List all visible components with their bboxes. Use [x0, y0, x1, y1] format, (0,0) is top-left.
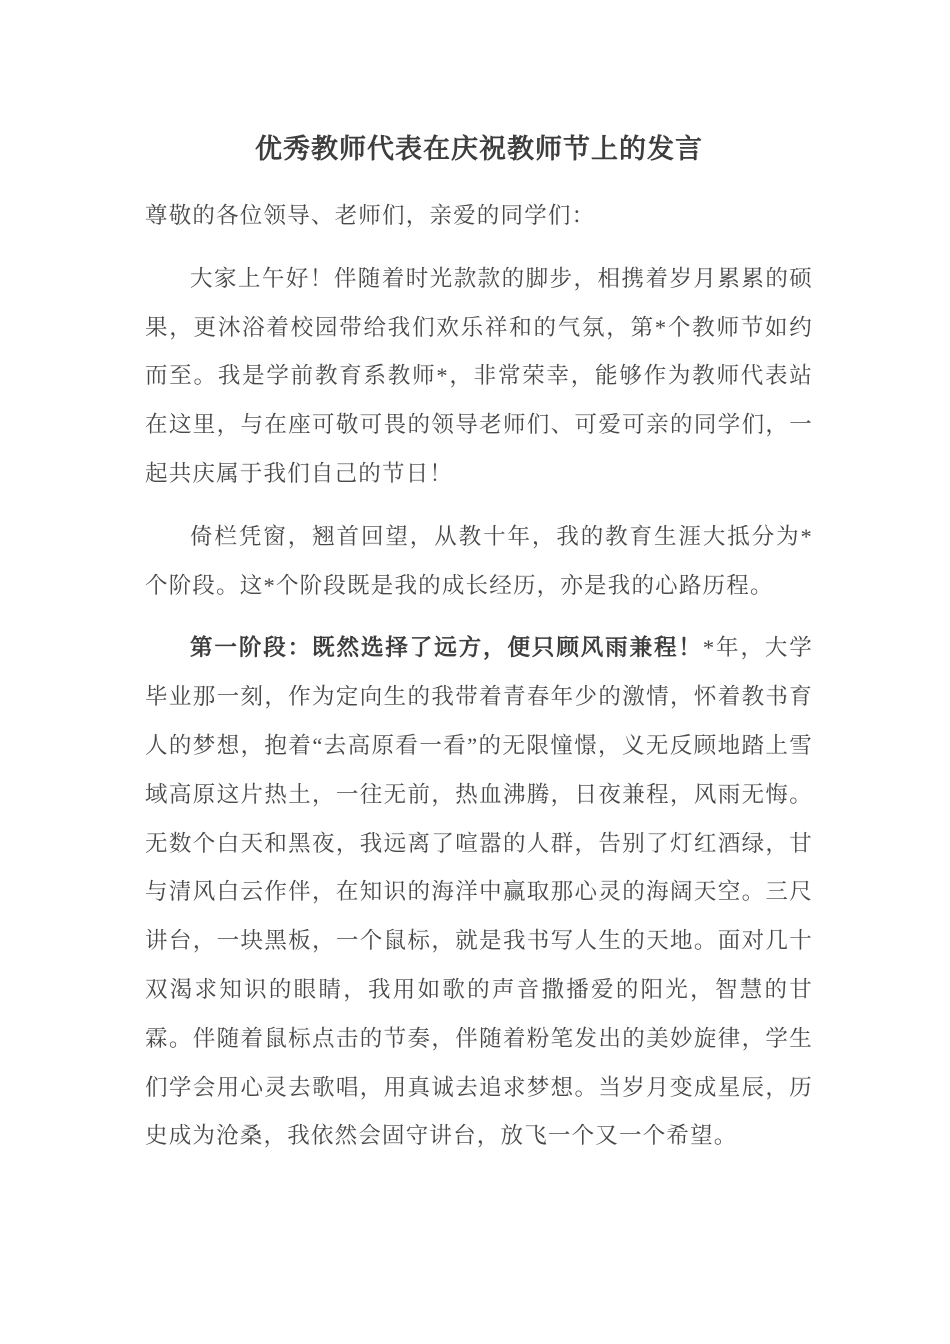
document-title: 优秀教师代表在庆祝教师节上的发言 [255, 134, 703, 164]
document-body [145, 128, 813, 1175]
stage-one-heading: 第一阶段：既然选择了远方，便只顾风雨兼程！ [190, 635, 703, 661]
stage-one-text: *年，大学毕业那一刻，作为定向生的我带着青春年少的激情，怀着教书育人的梦想，抱着“去高原看一看”的无限憧憬，义无反顾地踏上雪域高原这片热土，一往无前，热血沸腾，日夜兼程，风雨无悔。无数个白天和黑夜，我远离了喧嚣的人群，告别了灯红酒绿，甘与清风白云作伴，在知识的海洋中赢取那心灵的海阔天空。三尺讲台，一块黑板，一个鼠标，就是我书写人生的天地。面对几十双渴求知识的眼睛，我用如歌的声音撒播爱的阳光，智慧的甘霖。伴随着鼠标点击的节奏，伴随着粉笔发出的美妙旋律，学生们学会用心灵去歌唱，用真诚去追求梦想。当岁月变成星辰，历史成为沧桑，我依然会固守讲台，放飞一个又一个希望。 [145, 635, 813, 1149]
greeting-paragraph: 大家上午好！伴随着时光款款的脚步，相携着岁月累累的硕果，更沐浴着校园带给我们欢乐祥和的气氛，第*个教师节如约而至。我是学前教育系教师*，非常荣幸，能够作为教师代表站在这里，与在座可敬可畏的领导老师们、可爱可亲的同学们，一起共庆属于我们自己的节日！ [145, 265, 813, 486]
career-overview-paragraph: 倚栏凭窗，翘首回望，从教十年，我的教育生涯大抵分为*个阶段。这*个阶段既是我的成长经历，亦是我的心路历程。 [145, 523, 813, 598]
stage-one-paragraph [145, 624, 813, 1161]
salutation-paragraph: 尊敬的各位领导、老师们，亲爱的同学们： [145, 203, 596, 228]
